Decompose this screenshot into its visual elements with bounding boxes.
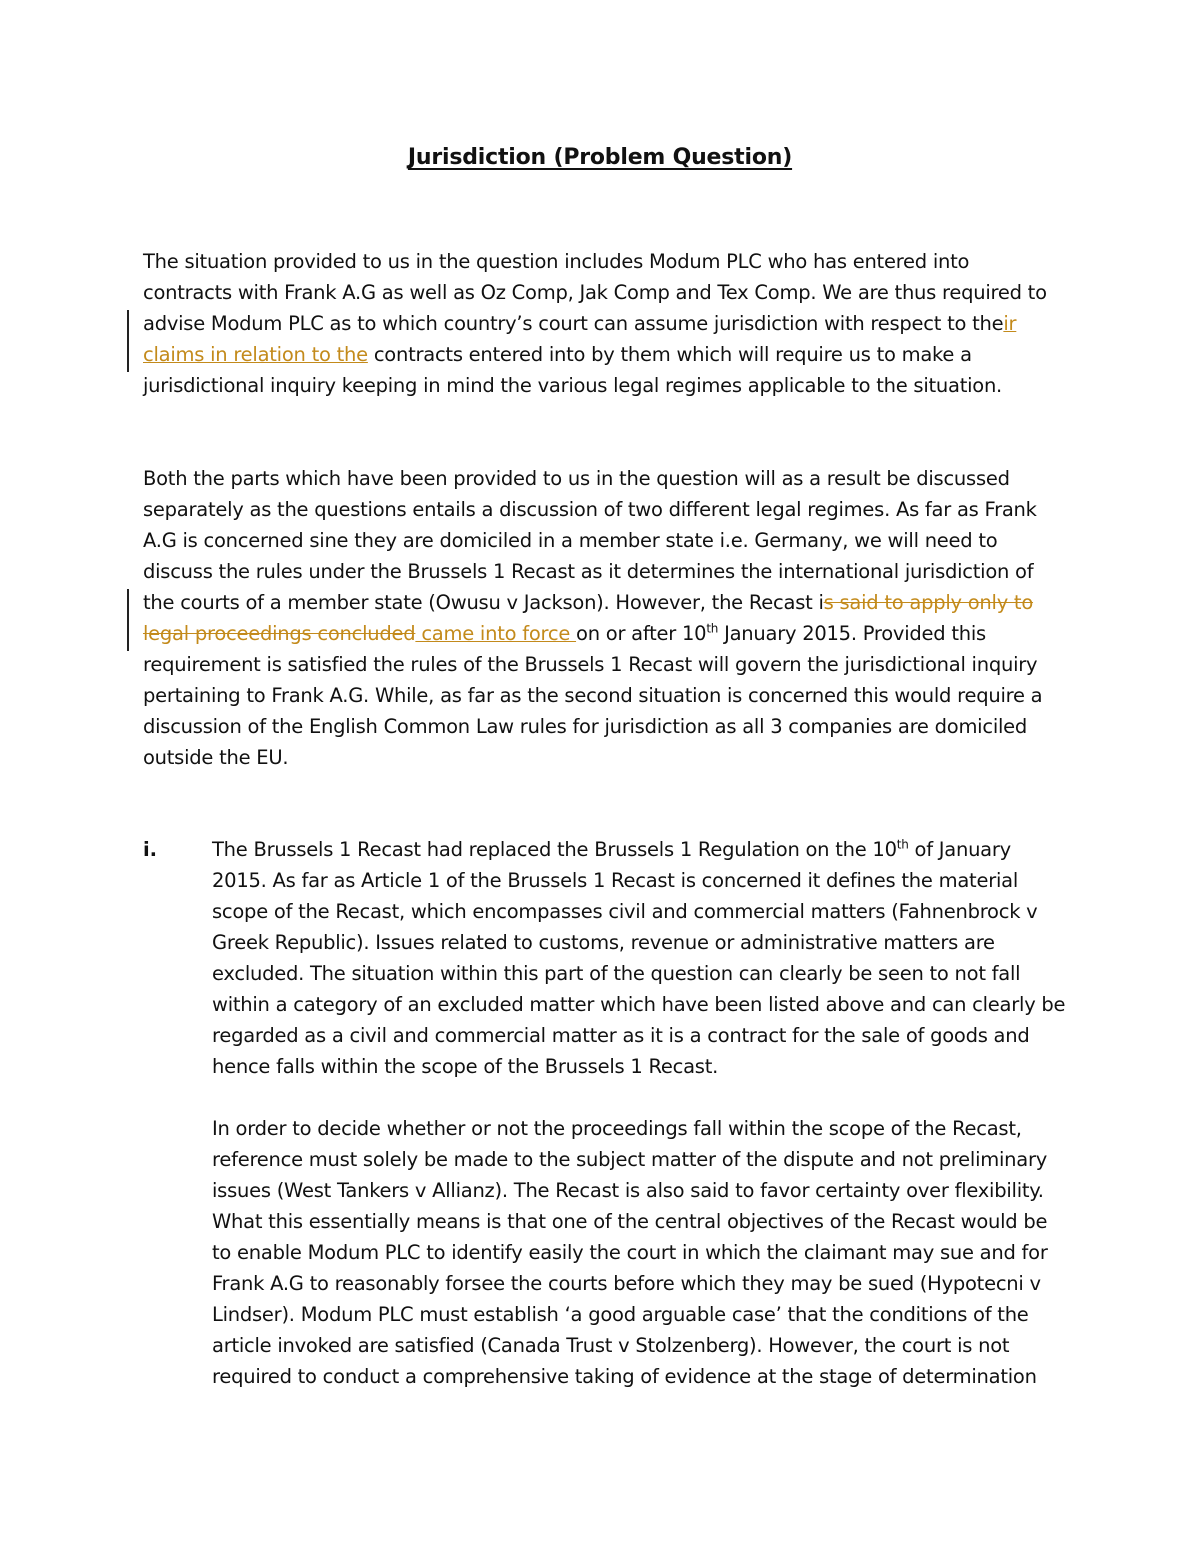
para2-line: A.G is concerned sine they are domiciled in a member state i.e. Germany, we will need to [143,529,998,552]
list-line: hence falls within the scope of the Brussels 1 Recast. [212,1055,719,1078]
text-run: on or after 10 [576,622,707,645]
para2-line: discussion of the English Common Law rules for jurisdiction as all 3 companies are domiciled [143,715,1028,738]
para4-line: In order to decide whether or not the proceedings fall within the scope of the Recast, [212,1117,1022,1140]
list-line [212,835,1011,865]
para1-line: contracts with Frank A.G as well as Oz Comp, Jak Comp and Tex Comp. We are thus required to [143,281,1047,304]
page-title: Jurisdiction (Problem Question) [407,145,793,170]
list-line: excluded. The situation within this part of the question can clearly be seen to not fall [212,962,1021,985]
para2-line: requirement is satisfied the rules of the Brussels 1 Recast will govern the jurisdictional inquiry [143,653,1038,676]
inserted-text: came into force [415,622,577,645]
text-run: The Brussels 1 Recast had replaced the Brussels 1 Regulation on the 10 [212,838,897,861]
change-bar [127,310,129,372]
para1-line [143,309,1016,339]
para4-line: What this essentially means is that one of the central objectives of the Recast would be [212,1210,1048,1233]
superscript: th [706,621,719,636]
para4-line: required to conduct a comprehensive taking of evidence at the stage of determination [212,1365,1037,1388]
para2-line [143,619,986,649]
list-marker: i. [143,838,158,861]
para2-line: outside the EU. [143,746,289,769]
inserted-text: ir [1003,312,1017,335]
para2-line: separately as the questions entails a discussion of two different legal regimes. As far as Frank [143,498,1037,521]
text-run: January 2015. Provided this [718,622,986,645]
para4-line: Lindser). Modum PLC must establish ‘a good arguable case’ that the conditions of the [212,1303,1029,1326]
text-run: contracts entered into by them which will require us to make a [367,343,972,366]
text-run: the courts of a member state (Owusu v Jackson). However, the Recast i [143,591,824,614]
list-line: regarded as a civil and commercial matter as it is a contract for the sale of goods and [212,1024,1030,1047]
text-run: advise Modum PLC as to which country’s court can assume jurisdiction with respect to the [143,312,1004,335]
para2-line [143,588,1033,618]
para1-line [143,340,972,370]
para1-line: jurisdictional inquiry keeping in mind the various legal regimes applicable to the situation. [143,374,1003,397]
change-bar [127,589,129,651]
list-line: within a category of an excluded matter which have been listed above and can clearly be [212,993,1066,1016]
para2-line: discuss the rules under the Brussels 1 Recast as it determines the international jurisdiction of [143,560,1034,583]
inserted-text: claims in relation to the [143,343,368,366]
deleted-text: legal proceedings concluded [143,622,416,645]
para4-line: to enable Modum PLC to identify easily the court in which the claimant may sue and for [212,1241,1048,1264]
text-run: of January [908,838,1011,861]
para4-line: article invoked are satisfied (Canada Trust v Stolzenberg). However, the court is not [212,1334,1010,1357]
para4-line: issues (West Tankers v Allianz). The Recast is also said to favor certainty over flexibility. [212,1179,1044,1202]
superscript: th [896,837,909,852]
para2-line: Both the parts which have been provided to us in the question will as a result be discussed [143,467,1010,490]
para1-line: The situation provided to us in the question includes Modum PLC who has entered into [143,250,970,273]
list-line: scope of the Recast, which encompasses civil and commercial matters (Fahnenbrock v [212,900,1038,923]
list-line: 2015. As far as Article 1 of the Brussels 1 Recast is concerned it defines the material [212,869,1018,892]
list-line: Greek Republic). Issues related to customs, revenue or administrative matters are [212,931,995,954]
para4-line: Frank A.G to reasonably forsee the courts before which they may be sued (Hypotecni v [212,1272,1041,1295]
para2-line: pertaining to Frank A.G. While, as far as the second situation is concerned this would require a [143,684,1043,707]
deleted-text: s said to apply only to [823,591,1034,614]
para4-line: reference must solely be made to the subject matter of the dispute and not preliminary [212,1148,1048,1171]
